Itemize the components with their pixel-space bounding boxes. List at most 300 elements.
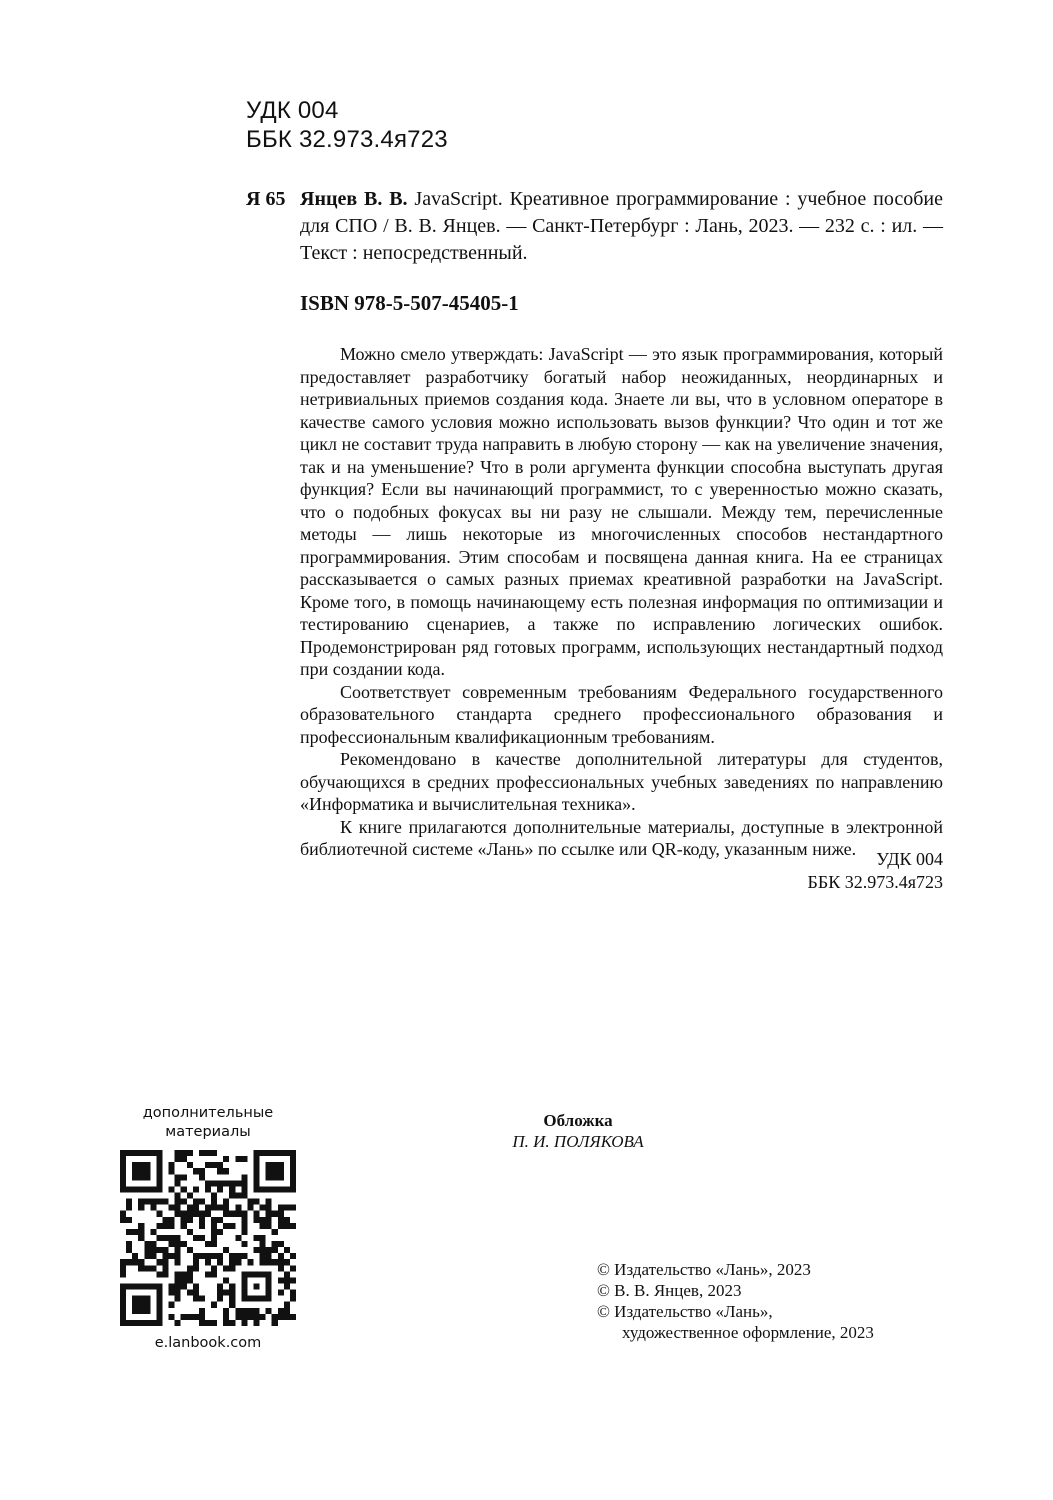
qr-module [120,1211,126,1217]
qr-module [169,1241,175,1247]
qr-module [181,1223,187,1229]
qr-module [241,1314,247,1320]
qr-module [175,1235,181,1241]
qr-module [266,1259,272,1265]
abstract [300,343,943,861]
qr-module [199,1235,205,1241]
qr-module [217,1217,223,1223]
qr-module [138,1199,144,1205]
qr-module [126,1229,132,1235]
qr-module [120,1259,126,1265]
qr-module [187,1211,193,1217]
abstract-paragraph: К книге прилагаются дополнительные материалы, доступные в электронной библиотечной системе «Лань» по ссылке или QR-коду, указанным ниже. [300,816,943,859]
qr-module [181,1217,187,1223]
qr-module [284,1205,290,1211]
qr-module [247,1205,253,1211]
qr-module [126,1259,132,1265]
qr-module [223,1199,229,1205]
qr-module [144,1241,150,1247]
qr-module [205,1320,211,1326]
qr-module [272,1247,278,1253]
qr-module [126,1217,132,1223]
qr-module [199,1150,205,1156]
qr-module [247,1308,253,1314]
qr-module [284,1308,290,1314]
qr-module [205,1241,211,1247]
qr-module [235,1235,241,1241]
qr-module [181,1277,187,1283]
qr-module [193,1168,199,1174]
qr-module [187,1150,193,1156]
qr-module [229,1223,235,1229]
qr-module [156,1223,162,1229]
qr-module [223,1308,229,1314]
qr-module [278,1265,284,1271]
qr-module [187,1314,193,1320]
qr-module [272,1241,278,1247]
qr-module [290,1265,296,1271]
qr-module [205,1186,211,1192]
qr-module [181,1241,187,1247]
qr-code-icon[interactable] [120,1150,296,1326]
qr-module [290,1296,296,1302]
qr-module [162,1223,168,1229]
qr-module [266,1199,272,1205]
qr-module [138,1223,144,1229]
qr-module [187,1229,193,1235]
qr-module [211,1302,217,1308]
qr-module [175,1253,181,1259]
qr-module [266,1223,272,1229]
qr-module [229,1192,235,1198]
qr-module [266,1247,272,1253]
qr-module [223,1320,229,1326]
qr-module [193,1265,199,1271]
qr-module [156,1199,162,1205]
qr-module [169,1205,175,1211]
qr-module [175,1174,181,1180]
qr-module [223,1168,229,1174]
qr-module [217,1253,223,1259]
qr-module [211,1205,217,1211]
udk-code-footer: УДК 004 [876,849,943,869]
qr-module [284,1259,290,1265]
qr-module [187,1205,193,1211]
qr-module [247,1314,253,1320]
classification-footer [808,848,943,893]
qr-module [175,1284,181,1290]
qr-module [193,1259,199,1265]
qr-module [235,1205,241,1211]
qr-module [217,1168,223,1174]
qr-module [175,1156,181,1162]
qr-caption-line1: дополнительные [142,1105,274,1121]
qr-module [132,1253,138,1259]
qr-module [211,1271,217,1277]
qr-module [260,1314,266,1320]
qr-module [187,1247,193,1253]
qr-module [241,1180,247,1186]
qr-module [254,1247,260,1253]
qr-module [290,1314,296,1320]
qr-module [229,1259,235,1265]
copyright-block [597,1259,942,1343]
qr-module [223,1277,229,1283]
qr-module [229,1211,235,1217]
qr-module [138,1205,144,1211]
author-name: Янцев В. В. [300,188,408,210]
qr-module [247,1259,253,1265]
qr-module [126,1247,132,1253]
qr-module [284,1314,290,1320]
qr-module [199,1217,205,1223]
qr-module [278,1211,284,1217]
qr-module [150,1199,156,1205]
qr-module [175,1271,181,1277]
qr-module [217,1205,223,1211]
bibliographic-description [300,186,943,267]
qr-module [175,1320,181,1326]
qr-module [205,1259,211,1265]
qr-module [266,1308,272,1314]
qr-module [199,1223,205,1229]
qr-module [181,1199,187,1205]
qr-module [241,1229,247,1235]
qr-module [199,1296,205,1302]
qr-module [169,1186,175,1192]
isbn: ISBN 978-5-507-45405-1 [300,291,519,315]
qr-module [120,1271,126,1277]
qr-module [156,1211,162,1217]
qr-module [241,1320,247,1326]
qr-module [150,1229,156,1235]
qr-module [169,1223,175,1229]
qr-module [205,1211,211,1217]
qr-module [217,1296,223,1302]
qr-module [211,1320,217,1326]
qr-module [284,1271,290,1277]
qr-url[interactable]: e.lanbook.com [154,1335,262,1351]
qr-module [169,1217,175,1223]
qr-module [211,1241,217,1247]
qr-module [223,1314,229,1320]
qr-module [235,1192,241,1198]
qr-module [260,1235,266,1241]
qr-module [235,1259,241,1265]
qr-module [260,1259,266,1265]
cover-label: Обложка [543,1111,613,1130]
qr-module [211,1265,217,1271]
qr-module [241,1308,247,1314]
qr-module [193,1186,199,1192]
qr-module [199,1199,205,1205]
qr-module [217,1290,223,1296]
qr-module [162,1247,168,1253]
qr-module [181,1271,187,1277]
qr-module [175,1150,181,1156]
qr-module [241,1156,247,1162]
qr-module [193,1296,199,1302]
qr-module [126,1241,132,1247]
qr-module [290,1223,296,1229]
qr-module [138,1235,144,1241]
qr-module [156,1235,162,1241]
qr-module [175,1277,181,1283]
qr-module [229,1284,235,1290]
qr-module [260,1205,266,1211]
qr-module [241,1186,247,1192]
qr-module [272,1314,278,1320]
qr-module [211,1217,217,1223]
abstract-paragraph: Рекомендовано в качестве дополнительной литературы для студентов, обучающихся в средних профессиональных учебных заведениях по направлению «Информатика и вычислительная техника». [300,749,943,814]
qr-module [229,1296,235,1302]
qr-module [217,1186,223,1192]
qr-module [211,1235,217,1241]
qr-module [144,1253,150,1259]
qr-module [193,1314,199,1320]
qr-module [254,1314,260,1320]
qr-module [278,1314,284,1320]
qr-module [150,1247,156,1253]
qr-module [193,1235,199,1241]
qr-module [175,1296,181,1302]
qr-module [278,1217,284,1223]
qr-module [169,1302,175,1308]
qr-module [211,1150,217,1156]
qr-module [241,1174,247,1180]
qr-module [290,1253,296,1259]
qr-module [260,1247,266,1253]
qr-module [169,1290,175,1296]
bibliographic-text: JavaScript. Креативное программирование : учебное пособие для СПО / В. В. Янцев. — Санкт-Петербург : Лань, 2023. — 232 с. : ил. — Текст : непосредственный. [300,188,943,264]
udk-code: УДК 004 [246,97,339,124]
qr-module [223,1247,229,1253]
qr-module [284,1302,290,1308]
qr-caption-line2: материалы [165,1124,251,1140]
qr-module [181,1186,187,1192]
abstract-paragraph: Соответствует современным требованиям Федерального государственного образовательного стандарта среднего профессионального образования и профессиональным квалификационным требованиям. [300,681,943,747]
qr-module [175,1247,181,1253]
qr-module [266,1205,272,1211]
qr-code[interactable] [120,1150,296,1326]
qr-module [235,1314,241,1320]
qr-module [187,1162,193,1168]
qr-module [266,1253,272,1259]
qr-module [144,1247,150,1253]
qr-module [181,1284,187,1290]
qr-module [175,1241,181,1247]
qr-module [290,1205,296,1211]
qr-module [175,1180,181,1186]
qr-module [272,1211,278,1217]
qr-module [193,1211,199,1217]
qr-module [229,1290,235,1296]
qr-module [150,1253,156,1259]
qr-module [205,1162,211,1168]
qr-module [169,1168,175,1174]
qr-module [260,1223,266,1229]
qr-module [272,1320,278,1326]
qr-module [169,1314,175,1320]
copyright-line: © В. В. Янцев, 2023 [597,1281,742,1300]
qr-module [199,1308,205,1314]
copyright-line: © Издательство «Лань», [597,1302,773,1321]
qr-module [169,1253,175,1259]
qr-module [144,1265,150,1271]
qr-module [241,1241,247,1247]
qr-module [193,1253,199,1259]
qr-module [229,1265,235,1271]
qr-module [175,1259,181,1265]
qr-module [193,1290,199,1296]
qr-module [278,1205,284,1211]
qr-module [181,1156,187,1162]
qr-module [162,1199,168,1205]
qr-module [241,1223,247,1229]
qr-module [132,1229,138,1235]
qr-module [266,1211,272,1217]
copyright-line: © Издательство «Лань», 2023 [597,1260,811,1279]
qr-module [278,1290,284,1296]
qr-module [235,1180,241,1186]
qr-module [138,1265,144,1271]
qr-module [150,1265,156,1271]
qr-module [211,1223,217,1229]
cover-credit [478,1110,678,1152]
qr-module [193,1205,199,1211]
author-mark: Я 65 [246,188,286,210]
qr-module [187,1265,193,1271]
qr-module [223,1180,229,1186]
qr-module [181,1174,187,1180]
qr-module [278,1253,284,1259]
qr-module [193,1199,199,1205]
qr-module [223,1211,229,1217]
qr-module [156,1247,162,1253]
qr-module [187,1290,193,1296]
qr-module [290,1290,296,1296]
qr-module [241,1217,247,1223]
qr-module [162,1253,168,1259]
qr-module [187,1277,193,1283]
qr-module [211,1199,217,1205]
qr-module [181,1314,187,1320]
qr-module [199,1174,205,1180]
qr-module [229,1253,235,1259]
qr-module [284,1223,290,1229]
qr-module [223,1205,229,1211]
qr-module [254,1320,260,1326]
qr-module [260,1253,266,1259]
qr-module [175,1199,181,1205]
qr-module [235,1308,241,1314]
qr-module [150,1205,156,1211]
qr-module [126,1205,132,1211]
qr-module [260,1241,266,1247]
qr-module [150,1241,156,1247]
qr-module [156,1271,162,1277]
qr-module [138,1229,144,1235]
qr-module [278,1277,284,1283]
qr-module [229,1320,235,1326]
qr-module [169,1284,175,1290]
qr-module [284,1247,290,1253]
qr-module [241,1192,247,1198]
qr-module [211,1162,217,1168]
qr-module [254,1199,260,1205]
qr-module [223,1290,229,1296]
qr-module [187,1217,193,1223]
qr-module [211,1192,217,1198]
qr-module [247,1199,253,1205]
qr-module [175,1290,181,1296]
qr-module [138,1259,144,1265]
qr-module [199,1253,205,1259]
qr-module [217,1229,223,1235]
qr-module [229,1302,235,1308]
qr-module [284,1284,290,1290]
qr-module [278,1223,284,1229]
qr-module [223,1156,229,1162]
qr-module [169,1162,175,1168]
qr-module [254,1217,260,1223]
qr-module [217,1284,223,1290]
qr-module [120,1217,126,1223]
qr-module [175,1205,181,1211]
qr-module [162,1271,168,1277]
qr-module [284,1217,290,1223]
qr-module [199,1211,205,1217]
qr-module [205,1253,211,1259]
qr-module [169,1235,175,1241]
qr-module [175,1192,181,1198]
qr-module [175,1211,181,1217]
qr-module [211,1180,217,1186]
qr-module [229,1186,235,1192]
qr-module [260,1217,266,1223]
qr-module [278,1308,284,1314]
qr-module [162,1265,168,1271]
qr-module [223,1265,229,1271]
qr-module [181,1150,187,1156]
qr-module [217,1162,223,1168]
copyright-line: художественное оформление, 2023 [622,1323,874,1342]
qr-module [217,1180,223,1186]
qr-module [241,1253,247,1259]
qr-module [162,1259,168,1265]
qr-module [235,1211,241,1217]
qr-module [181,1211,187,1217]
abstract-paragraph: Можно смело утверждать: JavaScript — это язык программирования, который предоставляет разработчику богатый набор неожиданных, неординарных и нетривиальных приемов создания кода. Знаете ли вы, что в условном операторе в качестве самого условия можно использовать вызов функции? Что один и тот же цикл не составит труда направить в любую сторону — как на увеличение значения, так и на уменьшение? Что в роли аргумента функции способна выступать другая функция? Если вы начинающий программист, то с уверенностью можно сказать, что о подобных фокусах вы ни разу не слышали. Между тем, перечисленные методы — лишь некоторые из многочисленных способов нестандартного программирования. Этим способам и посвящена данная книга. На ее страницах рассказывается о самых разных приемах креативной разработки на JavaScript. Кроме того, в помощь начинающему есть полезная информация по оптимизации и тестированию сценариев, а также по исправлению логических ошибок. Продемонстрирован ряд готовых программ, использующих нестандартный подход при создании кода. [300,344,943,679]
qr-block [110,1104,306,1353]
bbk-code-footer: ББК 32.973.4я723 [807,871,943,892]
qr-module [254,1235,260,1241]
qr-module [278,1241,284,1247]
bbk-code: ББК 32.973.4я723 [246,126,448,153]
qr-module [235,1253,241,1259]
qr-module [187,1271,193,1277]
qr-module [272,1259,278,1265]
qr-module [278,1259,284,1265]
classification-header [246,96,448,154]
qr-module [205,1180,211,1186]
qr-module [284,1277,290,1283]
qr-module [254,1211,260,1217]
qr-module [254,1308,260,1314]
qr-module [199,1314,205,1320]
qr-module [120,1265,126,1271]
qr-module [199,1168,205,1174]
